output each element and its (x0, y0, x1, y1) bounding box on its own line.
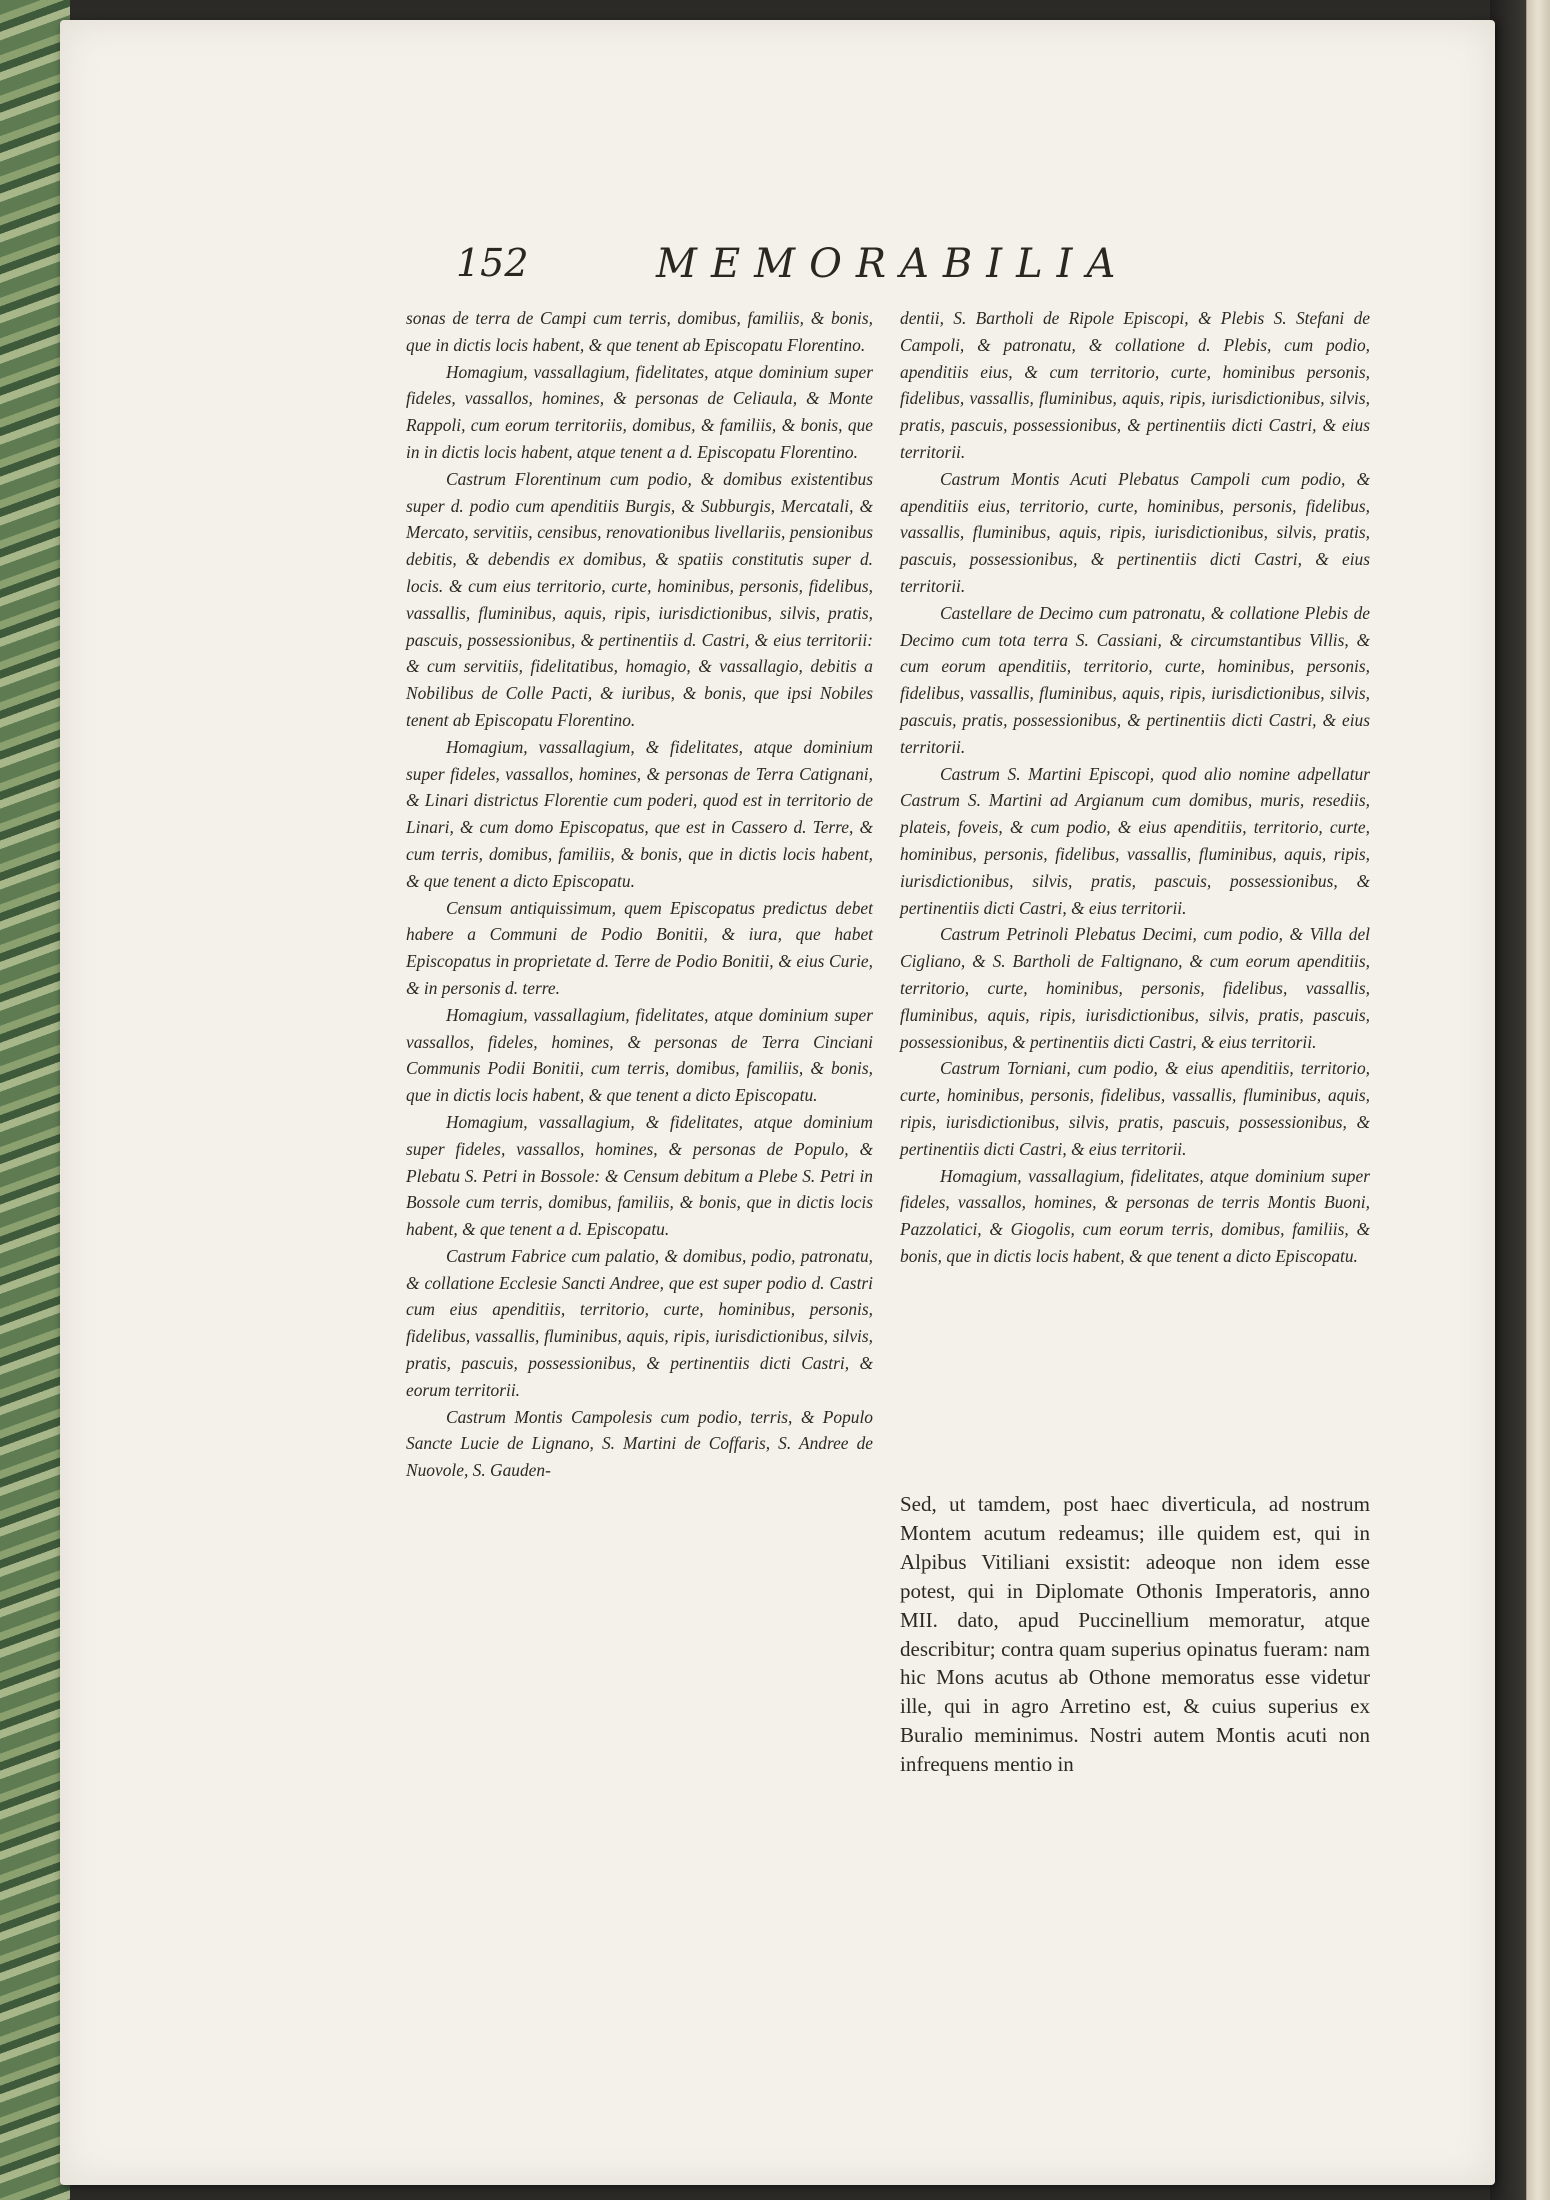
paragraph: Castrum Petrinoli Plebatus Decimi, cum podio, & Villa del Cigliano, & S. Bartholi de Faltignano, & cum eorum apenditiis, territorio, curte, hominibus, personis, fidelibus, vassallis, fluminibus, aquis, ripis, iurisdictionibus, silvis, pratis, pascuis, possessionibus, & pertinentiis dicti Castri, & eius territorii. (900, 924, 1370, 1052)
running-title: MEMORABILIA (656, 241, 1130, 287)
page-header (456, 235, 1176, 295)
paragraph: Homagium, vassallagium, fidelitates, atque dominium super vassallos, fideles, homines, & personas de Terra Cinciani Communis Podii Bonitii, cum terris, domibus, familiis, & bonis, que in dictis locis habent, & que tenent a dicto Episcopatu. (406, 1004, 873, 1106)
paragraph: Homagium, vassallagium, fidelitates, atque dominium super fideles, vassallos, homines, & personas de Celiaula, & Monte Rappoli, cum eorum territoriis, domibus, & familiis, & bonis, que in in dictis locis habent, atque tenent a d. Episcopatu Florentino. (406, 361, 873, 462)
paragraph: Castrum Florentinum cum podio, & domibus existentibus super d. podio cum apenditiis Burgis, & Subburgis, Mercatali, & Mercato, servitiis, censibus, renovationibus livellariis, pensionibus debitis, & debendis ex domibus, & spatiis constitutis super d. locis. & cum eius territorio, curte, hominibus, personis, fidelibus, vassallis, fluminibus, aquis, ripis, iurisdictionibus, silvis, pratis, pascuis, possessionibus, & pertinentiis d. Castri, & eius territorii: & cum servitiis, fidelitatibus, homagio, & vassallagio, debitis a Nobilibus de Colle Pacti, & iuribus, & bonis, que ipsi Nobiles tenent ab Episcopatu Florentino. (406, 468, 873, 730)
paragraph: Censum antiquissimum, quem Episcopatus predictus debet habere a Communi de Podio Bonitii, & iura, que habet Episcopatus in proprietate d. Terre de Podio Bonitii, & eius Curie, & in personis d. terre. (406, 897, 873, 998)
page-edge-right (1490, 0, 1550, 2200)
paragraph: Castrum S. Martini Episcopi, quod alio nomine adpellatur Castrum S. Martini ad Argianum cum domibus, muris, resediis, plateis, foveis, & cum podio, & eius apenditiis, territorio, curte, hominibus, personis, fidelibus, vassallis, fluminibus, aquis, ripis, iurisdictionibus, silvis, pratis, pascuis, possessionibus, & pertinentiis dicti Castri, & eius territorii. (900, 763, 1370, 918)
page-number: 152 (456, 241, 529, 285)
paragraph: Castrum Torniani, cum podio, & eius apenditiis, territorio, curte, hominibus, personis, fidelibus, vassallis, fluminibus, aquis, ripis, iurisdictionibus, silvis, pratis, pascuis, possessionibus, & pertinentiis dicti Castri, & eius territorii. (900, 1058, 1370, 1159)
paragraph: Homagium, vassallagium, & fidelitates, atque dominium super fideles, vassallos, homines, & personas de Terra Catignani, & Linari districtus Florentie cum poderi, quod est in territorio de Linari, & cum domo Episcopatus, que est in Cassero d. Terre, & cum terris, domibus, familiis, & bonis, que in dictis locis habent, & que tenent a dicto Episcopatu. (406, 736, 873, 891)
paragraph: sonas de terra de Campi cum terris, domibus, familiis, & bonis, que in dictis locis habent, & que tenent ab Episcopatu Florentino. (406, 308, 873, 355)
left-column (406, 305, 873, 1484)
paragraph: Castellare de Decimo cum patronatu, & collatione Plebis de Decimo cum tota terra S. Cassiani, & circumstantibus Villis, & cum eorum apenditiis, territorio, curte, hominibus, personis, fidelibus, vassallis, fluminibus, aquis, ripis, iurisdictionibus, silvis, pascuis, pratis, possessionibus, & pertinentiis dicti Castri, & eius territorii. (900, 602, 1370, 757)
right-column (900, 305, 1370, 1270)
paragraph: Homagium, vassallagium, fidelitates, atque dominium super fideles, vassallos, homines, & personas de terris Montis Buoni, Pazzolatici, & Giogolis, cum eorum terris, domibus, familiis, & bonis, que in dictis locis habent, & que tenent a dicto Episcopatu. (900, 1165, 1370, 1266)
paragraph: dentii, S. Bartholi de Ripole Episcopi, & Plebis S. Stefani de Campoli, & patronatu, & collatione d. Plebis, cum podio, apenditiis eius, & cum territorio, curte, hominibus personis, fidelibus, vassallis, fluminibus, aquis, ripis, iurisdictionibus, silvis, pratis, pascuis, possessionibus, & pertinentiis dicti Castri, & eius territorii. (900, 308, 1370, 462)
commentary-paragraph: Sed, ut tamdem, post haec diverticula, ad nostrum Montem acutum redeamus; ille quidem est, qui in Alpibus Vitiliani exsistit: adeoque non idem esse potest, qui in Diplomate Othonis Imperatoris, anno MII. dato, apud Puccinellium memoratur, atque describitur; contra quam superius opinatus fueram: nam hic Mons acutus ab Othone memoratus esse videtur ille, qui in agro Arretino est, & cuius superius ex Buralio meminimus. Nostri autem Montis acuti non infrequens mentio in (900, 1492, 1370, 1777)
paragraph: Homagium, vassallagium, & fidelitates, atque dominium super fideles, vassallos, homines, & personas de Populo, & Plebatu S. Petri in Bossole: & Censum debitum a Plebe S. Petri in Bossole cum terris, domibus, familiis, & bonis, que in dictis locis habent, & que tenent a d. Episcopatu. (406, 1111, 873, 1240)
paragraph: Castrum Fabrice cum palatio, & domibus, podio, patronatu, & collatione Ecclesie Sancti Andree, que est super podio d. Castri cum eius apenditiis, territorio, curte, hominibus, personis, fidelibus, vassallis, fluminibus, aquis, ripis, iurisdictionibus, silvis, pratis, pascuis, possessionibus, & pertinentiis dicti Castri, & eorum territorii. (406, 1245, 873, 1400)
paragraph: Castrum Montis Campolesis cum podio, terris, & Populo Sancte Lucie de Lignano, S. Martini de Coffaris, S. Andree de Nuovole, S. Gauden- (406, 1406, 873, 1481)
paragraph: Castrum Montis Acuti Plebatus Campoli cum podio, & apenditiis eius, territorio, curte, hominibus, personis, fidelibus, vassallis, fluminibus, aquis, ripis, iurisdictionibus, silvis, pratis, pascuis, possessionibus, & pertinentiis dicti Castri, & eius territorii. (900, 468, 1370, 596)
